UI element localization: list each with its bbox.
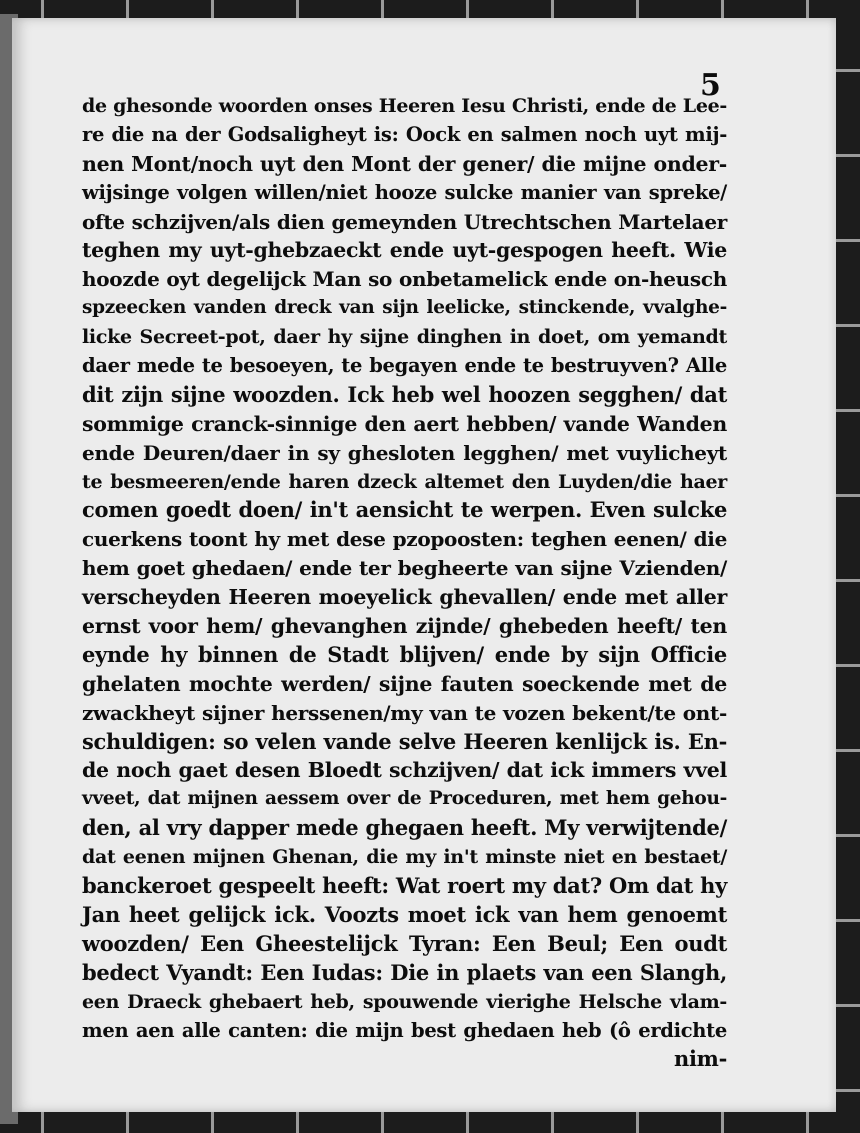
text-line: sommige cranck-sinnige den aert hebben/ vande Wanden bbox=[82, 411, 727, 436]
text-line: comen goedt doen/ in't aensicht te werpen. Even sulcke bbox=[82, 497, 727, 523]
text-line: dat eenen mijnen Ghenan, die my in't minste niet en bestaet/ bbox=[82, 846, 727, 869]
text-line: te besmeeren/ende haren dzeck altemet den Luyden/die haer bbox=[82, 470, 727, 493]
text-line: eynde hy binnen de Stadt blijven/ ende by sijn Officie bbox=[82, 641, 727, 667]
text-line: een Draeck ghebaert heb, spouwende vierighe Helsche vlam- bbox=[82, 990, 727, 1013]
text-line: ofte schzijven/als dien gemeynden Utrechtschen Martelaer bbox=[82, 209, 727, 234]
text-line: de ghesonde woorden onses Heeren Iesu Christi, ende de Lee- bbox=[82, 95, 727, 117]
text-line: hem goet ghedaen/ ende ter begheerte van sijne Vzienden/ bbox=[82, 556, 727, 581]
text-line: de noch gaet desen Bloedt schzijven/ dat ick immers vvel bbox=[82, 758, 727, 783]
text-line: Jan heet gelijck ick. Voozts moet ick van hem genoemt bbox=[82, 901, 727, 927]
text-line: ernst voor hem/ ghevanghen zijnde/ ghebeden heeft/ ten bbox=[82, 614, 727, 639]
text-line: re die na der Godsaligheyt is: Oock en salmen noch uyt mij- bbox=[82, 122, 727, 146]
text-line: dit zijn sijne woozden. Ick heb wel hoozen segghen/ dat bbox=[82, 381, 727, 407]
text-line: teghen my uyt-ghebzaeckt ende uyt-gespogen heeft. Wie bbox=[82, 238, 727, 263]
text-line: den, al vry dapper mede ghegaen heeft. My verwijtende/ bbox=[82, 815, 727, 841]
book-page bbox=[12, 18, 836, 1112]
catchword: nim- bbox=[674, 1046, 727, 1072]
text-line: wijsinge volgen willen/niet hooze sulcke manier van spreke/ bbox=[82, 180, 727, 204]
text-line: banckeroet gespeelt heeft: Wat roert my dat? Om dat hy bbox=[82, 873, 727, 899]
text-line: bedect Vyandt: Een Iudas: Die in plaets van een Slangh, bbox=[82, 959, 727, 985]
text-line: men aen alle canten: die mijn best ghedaen heb (ô erdichte bbox=[82, 1018, 727, 1042]
text-line: daer mede te besoeyen, te begayen ende te bestruyven? Alle bbox=[82, 354, 727, 378]
body-text bbox=[82, 92, 727, 1074]
text-line: zwackheyt sijner herssenen/my van te vozen bekent/te ont- bbox=[82, 700, 727, 725]
text-line: verscheyden Heeren moeyelick ghevallen/ ende met aller bbox=[82, 585, 727, 610]
text-line: nen Mont/noch uyt den Mont der gener/ die mijne onder- bbox=[82, 151, 727, 176]
text-line: cuerkens toont hy met dese pzopoosten: teghen eenen/ die bbox=[82, 527, 727, 552]
text-line: ghelaten mochte werden/ sijne fauten soeckende met de bbox=[82, 671, 727, 696]
text-line: schuldigen: so velen vande selve Heeren kenlijck is. En- bbox=[82, 728, 727, 754]
text-line: ende Deuren/daer in sy ghesloten legghen/ met vuylicheyt bbox=[82, 440, 727, 465]
text-line: woozden/ Een Gheestelijck Tyran: Een Beul; Een oudt bbox=[82, 930, 727, 956]
text-line: hoozde oyt degelijck Man so onbetamelick ende on-heusch bbox=[82, 267, 727, 292]
text-line: spzeecken vanden dreck van sijn leelicke, stinckende, vvalghe- bbox=[82, 297, 727, 319]
text-line: vveet, dat mijnen aessem over de Proceduren, met hem gehou- bbox=[82, 788, 727, 810]
page-number: 5 bbox=[700, 68, 721, 103]
text-line: licke Secreet-pot, daer hy sijne dinghen in doet, om yemandt bbox=[82, 326, 727, 349]
